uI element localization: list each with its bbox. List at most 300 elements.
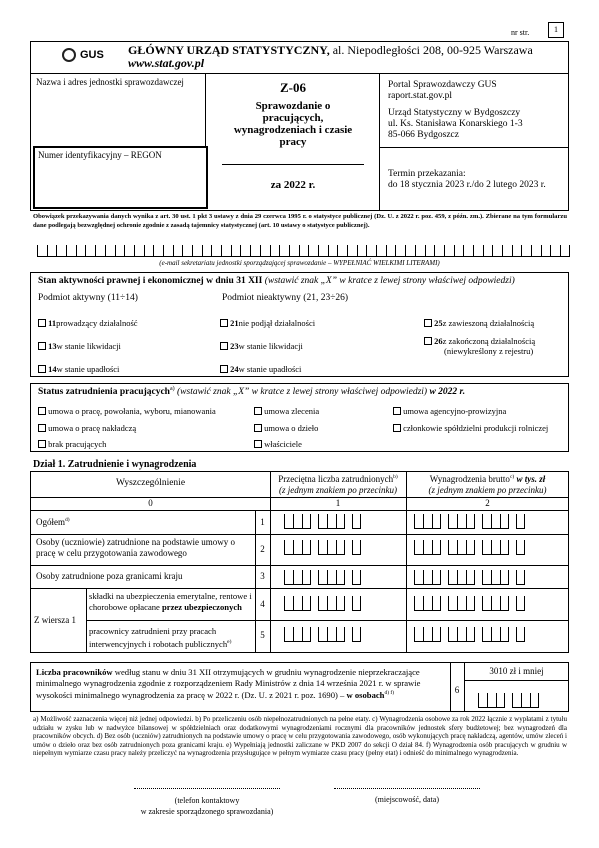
office-name: Urząd Statystyczny w Bydgoszczy — [388, 108, 521, 118]
office-info — [388, 108, 523, 141]
email-char-cell[interactable] — [492, 245, 502, 257]
digit-cell[interactable] — [293, 627, 302, 642]
page-number-value: 1 — [548, 22, 564, 38]
row-4-bold: przez ubezpieczonych — [162, 601, 242, 612]
row-5-sup: e) — [227, 638, 232, 645]
digit-cell[interactable] — [423, 627, 432, 642]
digit-cell[interactable] — [284, 627, 293, 642]
digit-cell[interactable] — [352, 627, 361, 642]
emp-option-6-label: członkowie spółdzielni produkcji rolniczej — [403, 423, 549, 433]
emp-option-7[interactable] — [38, 439, 106, 449]
digit-cell[interactable] — [302, 514, 311, 529]
email-char-cell[interactable] — [240, 245, 250, 257]
option-21-num: 21 — [230, 318, 239, 328]
email-char-cell[interactable] — [454, 245, 464, 257]
email-char-cell[interactable] — [144, 245, 154, 257]
footnotes: a) Możliwość zaznaczenia więcej niż jednej odpowiedzi. b) Po przeliczeniu osób niepełnozatrudnionych na pełne etaty. c) Wynagrodzenia osobowe za rok 2022 łącznie z wypłatami z tytułu udziału w zysku lub w nadwyżce bilansowej w spółdzielniach oraz dodatkowymi wynagrodzeniami rocznymi dla pracowników jednostek sfery budżetowej; bez wynagrodzeń dla pracowników obcych. d) Bez osób (uczniów) zatrudnionych na podstawie umowy o pracę w celu przygotowania zawodowego, osób wykonujących pracę nakładczą, agentów, umów zleceń i umów o dzieło oraz bez osób zatrudnionych poza granicami kraju. e) Wypełniają jednostki zaliczane w PKD 2007 do sekcji O dział 84. f) Wynagrodzenia osób pracujących w grudniu w niepełnym wymiarze czasu pracy należy przeliczyć na wynagrodzenia przysługujące w pełnym wymiarze czasu pracy (pełny etat) i odnieść do minimalnego wynagrodzenia. — [33, 715, 567, 758]
email-char-cell[interactable] — [231, 245, 241, 257]
email-char-cell[interactable] — [502, 245, 512, 257]
option-11-num: 11 — [48, 318, 57, 328]
minwage-col-label: 3010 zł i mniej — [489, 666, 544, 676]
active-heading: Podmiot aktywny (11÷14) — [38, 293, 138, 303]
employment-status-title — [38, 386, 465, 397]
email-char-cell[interactable] — [182, 245, 192, 257]
email-char-cell[interactable] — [124, 245, 134, 257]
row-num-3: 3 — [260, 571, 265, 581]
option-11-label: prowadzący działalność — [56, 318, 138, 328]
regon-label: Numer identyfikacyjny – REGON — [38, 150, 162, 160]
emp-option-7-label: brak pracujących — [48, 439, 107, 449]
digit-cell[interactable] — [318, 627, 327, 642]
col-index-0: 0 — [148, 498, 153, 508]
emp-option-5-label: umowa o dzieło — [264, 423, 319, 433]
digit-cell[interactable] — [318, 514, 327, 529]
digit-cell[interactable] — [414, 570, 423, 585]
email-char-cell[interactable] — [357, 245, 367, 257]
emp-option-3[interactable] — [393, 406, 506, 416]
row-num-2: 2 — [260, 544, 265, 554]
digit-cell[interactable] — [457, 627, 466, 642]
col-index-1: 1 — [335, 498, 341, 508]
col-header-employees — [270, 472, 406, 496]
email-char-cell[interactable] — [366, 245, 376, 257]
email-char-cell[interactable] — [308, 245, 318, 257]
digit-cell[interactable] — [414, 596, 423, 611]
office-street: ul. Ks. Stanisława Konarskiego 1-3 — [388, 119, 523, 129]
emp-option-5[interactable] — [254, 423, 318, 433]
digit-cell[interactable] — [284, 514, 293, 529]
table-hline-4 — [86, 620, 568, 621]
option-14[interactable] — [38, 364, 119, 374]
option-24[interactable] — [220, 364, 301, 374]
row-5-label — [89, 626, 254, 649]
office-city: 85-066 Bydgoszcz — [388, 130, 459, 140]
portal-info — [388, 80, 497, 102]
email-char-cell[interactable] — [56, 245, 66, 257]
employment-year: w 2022 r. — [427, 387, 466, 398]
emp-option-1[interactable] — [38, 406, 216, 416]
email-char-cell[interactable] — [337, 245, 347, 257]
email-char-cell[interactable] — [541, 245, 551, 257]
digit-cell[interactable] — [293, 540, 302, 555]
place-date-caption: (miejscowość, data) — [375, 795, 439, 804]
digit-cell[interactable] — [414, 514, 423, 529]
phone-caption-1: (telefon kontaktowy — [174, 796, 240, 805]
digit-cell[interactable] — [414, 540, 423, 555]
option-26[interactable] — [424, 336, 535, 346]
digit-cell[interactable] — [516, 514, 525, 529]
email-char-cell[interactable] — [483, 245, 493, 257]
email-char-cell[interactable] — [163, 245, 173, 257]
email-char-cell[interactable] — [434, 245, 444, 257]
email-char-cell[interactable] — [279, 245, 289, 257]
digit-cell[interactable] — [457, 514, 466, 529]
emp-checkbox-8[interactable] — [254, 440, 262, 448]
email-char-cell[interactable] — [318, 245, 328, 257]
digit-cell[interactable] — [500, 627, 509, 642]
form-divider — [222, 164, 364, 165]
checkbox-13[interactable] — [38, 342, 46, 350]
option-23[interactable] — [220, 341, 303, 351]
place-date-field[interactable] — [334, 788, 480, 789]
email-char-cell[interactable] — [550, 245, 560, 257]
website: www.stat.gov.pl — [128, 56, 205, 70]
employees-input-row-1[interactable] — [284, 514, 361, 529]
digit-cell[interactable] — [327, 627, 336, 642]
email-char-cell[interactable] — [425, 245, 435, 257]
digit-cell[interactable] — [302, 596, 311, 611]
checkbox-21[interactable] — [220, 319, 228, 327]
emp-checkbox-6[interactable] — [393, 424, 401, 432]
employment-title-text: Status zatrudnienia pracujących — [38, 387, 170, 398]
digit-cell[interactable] — [448, 540, 457, 555]
email-char-cell[interactable] — [463, 245, 473, 257]
digit-cell[interactable] — [352, 540, 361, 555]
digit-cell[interactable] — [500, 540, 509, 555]
email-char-cell[interactable] — [192, 245, 202, 257]
email-char-cell[interactable] — [260, 245, 270, 257]
form-code: Z-06 — [280, 80, 306, 95]
digit-cell[interactable] — [432, 514, 441, 529]
deadline-divider — [380, 147, 568, 148]
col2-label: Wynagrodzenia brutto — [429, 474, 510, 484]
page-number-label: nr str. — [511, 28, 530, 37]
emp-checkbox-5[interactable] — [254, 424, 262, 432]
digit-cell[interactable] — [457, 540, 466, 555]
digit-cell[interactable] — [482, 514, 491, 529]
activity-title-text: Stan aktywności prawnej i ekonomicznej w dniu 31 XII — [38, 276, 263, 286]
email-char-cell[interactable] — [202, 245, 212, 257]
checkbox-23[interactable] — [220, 342, 228, 350]
email-char-cell[interactable] — [47, 245, 57, 257]
digit-cell[interactable] — [284, 596, 293, 611]
digit-cell[interactable] — [293, 596, 302, 611]
row-5-text: pracownicy zatrudnieni przy pracach interwencyjnych i robotach publicznych — [89, 626, 228, 649]
digit-cell[interactable] — [448, 570, 457, 585]
digit-cell[interactable] — [423, 514, 432, 529]
digit-cell[interactable] — [530, 693, 539, 708]
digit-cell[interactable] — [302, 570, 311, 585]
employees-input-row-3[interactable] — [284, 570, 361, 585]
employees-input-row-2[interactable] — [284, 540, 361, 555]
checkbox-26[interactable] — [424, 337, 432, 345]
option-25-num: 25 — [434, 318, 443, 328]
email-char-cell[interactable] — [347, 245, 357, 257]
digit-cell[interactable] — [318, 540, 327, 555]
col2-hint: (z jednym znakiem po przecinku) — [428, 485, 547, 495]
digit-cell[interactable] — [466, 514, 475, 529]
digit-cell[interactable] — [293, 514, 302, 529]
portal-name: Portal Sprawozdawczy GUS — [388, 80, 497, 90]
section1-title: Dział 1. Zatrudnienie i wynagrodzenia — [33, 459, 197, 470]
digit-cell[interactable] — [448, 596, 457, 611]
digit-cell[interactable] — [432, 570, 441, 585]
email-char-cell[interactable] — [115, 245, 125, 257]
col1-hint: (z jednym znakiem po przecinku) — [279, 485, 397, 495]
col1-sup: b) — [393, 474, 398, 480]
option-23-label: w stanie likwidacji — [238, 341, 303, 351]
col-index-2: 2 — [485, 498, 490, 508]
email-char-cell[interactable] — [444, 245, 454, 257]
digit-cell[interactable] — [516, 627, 525, 642]
inactive-heading: Podmiot nieaktywny (21, 23÷26) — [222, 293, 349, 303]
email-char-cell[interactable] — [521, 245, 531, 257]
table-hline-2 — [31, 565, 568, 566]
wages-input-row-1[interactable] — [414, 514, 525, 529]
digit-cell[interactable] — [491, 596, 500, 611]
col-header-description: Wyszczególnienie — [115, 478, 186, 488]
digit-cell[interactable] — [293, 570, 302, 585]
deadline-label: Termin przekazania: — [388, 169, 466, 179]
digit-cell[interactable] — [336, 570, 345, 585]
digit-cell[interactable] — [327, 570, 336, 585]
emp-option-4-label: umowa o pracę nakładczą — [48, 423, 137, 433]
email-char-cell[interactable] — [95, 245, 105, 257]
wages-input-row-4[interactable] — [414, 596, 525, 611]
employment-hint: (wstawić znak „X” w kratce z lewej strony właściwej odpowiedzi) — [174, 387, 428, 398]
email-char-cell[interactable] — [299, 245, 309, 257]
form-period: za 2022 r. — [270, 179, 316, 191]
digit-cell[interactable] — [414, 627, 423, 642]
option-25[interactable] — [424, 318, 534, 328]
email-char-cell[interactable] — [211, 245, 221, 257]
row-1-label — [36, 517, 70, 527]
digit-cell[interactable] — [432, 596, 441, 611]
email-char-cell[interactable] — [250, 245, 260, 257]
option-26-label: z zakończoną działalnością — [442, 336, 536, 346]
email-char-cell[interactable] — [173, 245, 183, 257]
digit-cell[interactable] — [482, 596, 491, 611]
option-14-num: 14 — [48, 364, 57, 374]
digit-cell[interactable] — [423, 596, 432, 611]
emp-option-2[interactable] — [254, 406, 319, 416]
email-char-cell[interactable] — [37, 245, 47, 257]
emp-checkbox-2[interactable] — [254, 407, 262, 415]
checkbox-14[interactable] — [38, 365, 46, 373]
option-26-num: 26 — [434, 336, 443, 346]
option-21-label: nie podjął działalności — [238, 318, 316, 328]
digit-cell[interactable] — [521, 693, 530, 708]
row-num-1: 1 — [260, 517, 265, 527]
emp-option-2-label: umowa zlecenia — [264, 406, 320, 416]
digit-cell[interactable] — [352, 570, 361, 585]
digit-cell[interactable] — [432, 627, 441, 642]
digit-cell[interactable] — [516, 596, 525, 611]
name-address-label: Nazwa i adres jednostki sprawozdawczej — [36, 77, 184, 87]
digit-cell[interactable] — [284, 570, 293, 585]
option-13-label: w stanie likwidacji — [56, 341, 121, 351]
row-1-sup: d) — [65, 517, 70, 523]
digit-cell[interactable] — [327, 514, 336, 529]
institution-name: GŁÓWNY URZĄD STATYSTYCZNY, — [128, 43, 330, 57]
email-char-cell[interactable] — [76, 245, 86, 257]
digit-cell[interactable] — [336, 596, 345, 611]
digit-cell[interactable] — [478, 693, 487, 708]
digit-cell[interactable] — [500, 596, 509, 611]
minwage-bold: Liczba pracowników — [36, 667, 113, 677]
digit-cell[interactable] — [457, 596, 466, 611]
digit-cell[interactable] — [512, 693, 521, 708]
digit-cell[interactable] — [327, 596, 336, 611]
legal-note: Obowiązek przekazywania danych wynika z art. 30 ust. 1 pkt 3 ustawy z dnia 29 czerwca 1995 r. o statystyce publicznej (Dz. U. z 2022 r. poz. 459, z późn. zm.). Zbierane na tym formularzu dane podlegają bezwzględnej ochronie zgodnie z zasadą tajemnicy statystycznej (art. 10 ustawy o statystyce publicznej). — [33, 213, 567, 229]
gus-logo-icon — [62, 48, 76, 62]
emp-checkbox-4[interactable] — [38, 424, 46, 432]
email-char-cell[interactable] — [376, 245, 386, 257]
email-char-cell[interactable] — [221, 245, 231, 257]
deadline-value: do 18 stycznia 2023 r./do 2 lutego 2023 r. — [388, 180, 546, 190]
email-char-cell[interactable] — [560, 245, 570, 257]
email-char-cell[interactable] — [405, 245, 415, 257]
option-26-sub: (niewykreślony z rejestru) — [444, 346, 534, 356]
digit-cell[interactable] — [500, 570, 509, 585]
row-2-label: Osoby (uczniowie) zatrudnione na podstawie umowy o pracę w celu przygotowania zawodowego — [36, 537, 235, 558]
email-char-cell[interactable] — [395, 245, 405, 257]
digit-cell[interactable] — [516, 540, 525, 555]
phone-caption-2: w zakresie sporządzonego sprawozdania) — [140, 807, 274, 816]
row-3-label: Osoby zatrudnione poza granicami kraju — [36, 571, 183, 581]
email-caption: (e-mail sekretariatu jednostki sporządzającej sprawozdanie – WYPEŁNIAĆ WIELKIMI LITERAMI) — [159, 259, 440, 267]
digit-cell[interactable] — [500, 514, 509, 529]
deadline-info — [388, 169, 546, 191]
wages-input-row-2[interactable] — [414, 540, 525, 555]
minwage-text — [36, 667, 448, 700]
email-char-cell[interactable] — [134, 245, 144, 257]
emp-option-1-label: umowa o pracę, powołania, wyboru, mianowania — [48, 406, 216, 416]
digit-cell[interactable] — [457, 570, 466, 585]
row-num-5: 5 — [260, 630, 265, 640]
emp-option-8-label: właściciele — [264, 439, 302, 449]
portal-url[interactable]: raport.stat.gov.pl — [388, 91, 453, 101]
digit-cell[interactable] — [336, 627, 345, 642]
digit-cell[interactable] — [482, 540, 491, 555]
option-13-num: 13 — [48, 341, 57, 351]
digit-cell[interactable] — [336, 540, 345, 555]
emp-checkbox-1[interactable] — [38, 407, 46, 415]
email-char-cell[interactable] — [289, 245, 299, 257]
email-char-cell[interactable] — [105, 245, 115, 257]
digit-cell[interactable] — [448, 627, 457, 642]
digit-cell[interactable] — [491, 627, 500, 642]
employees-input-row-5[interactable] — [284, 627, 361, 642]
col-header-wages — [406, 472, 569, 496]
phone-field[interactable] — [134, 788, 280, 789]
gus-logo-text: GUS — [80, 49, 104, 61]
email-input[interactable] — [37, 245, 570, 257]
digit-cell[interactable] — [466, 540, 475, 555]
phone-caption — [124, 795, 290, 817]
wages-input-row-3[interactable] — [414, 570, 525, 585]
email-char-cell[interactable] — [328, 245, 338, 257]
minwage-row-num: 6 — [454, 685, 460, 695]
table-hline-3 — [31, 588, 568, 589]
digit-cell[interactable] — [352, 596, 361, 611]
emp-checkbox-7[interactable] — [38, 440, 46, 448]
form-title: Sprawozdanie o pracujących, wynagrodzeniach i czasie pracy — [233, 100, 353, 148]
option-23-num: 23 — [230, 341, 239, 351]
email-char-cell[interactable] — [512, 245, 522, 257]
minwage-hline — [464, 680, 568, 681]
email-char-cell[interactable] — [153, 245, 163, 257]
option-11[interactable] — [38, 318, 138, 328]
checkbox-11[interactable] — [38, 319, 46, 327]
digit-cell[interactable] — [318, 596, 327, 611]
employment-sup: a) — [169, 386, 175, 392]
checkbox-25[interactable] — [424, 319, 432, 327]
digit-cell[interactable] — [487, 693, 496, 708]
table-hline-1 — [31, 534, 568, 535]
email-char-cell[interactable] — [85, 245, 95, 257]
digit-cell[interactable] — [423, 540, 432, 555]
email-char-cell[interactable] — [415, 245, 425, 257]
col2-sup: c) — [509, 474, 515, 480]
digit-cell[interactable] — [466, 570, 475, 585]
digit-cell[interactable] — [284, 540, 293, 555]
table-hline-idx — [31, 510, 568, 511]
minwage-sup: d) f) — [384, 690, 395, 696]
option-14-label: w stanie upadłości — [56, 364, 120, 374]
email-char-cell[interactable] — [66, 245, 76, 257]
minwage-end: w osobach — [346, 689, 385, 700]
digit-cell[interactable] — [516, 570, 525, 585]
digit-cell[interactable] — [336, 514, 345, 529]
digit-cell[interactable] — [491, 514, 500, 529]
emp-option-3-label: umowa agencyjno-prowizyjna — [403, 406, 507, 416]
digit-cell[interactable] — [318, 570, 327, 585]
email-char-cell[interactable] — [531, 245, 541, 257]
row-num-4: 4 — [260, 599, 265, 609]
emp-option-4[interactable] — [38, 423, 136, 433]
digit-cell[interactable] — [491, 540, 500, 555]
emp-checkbox-3[interactable] — [393, 407, 401, 415]
emp-option-6[interactable] — [393, 423, 548, 433]
activity-hint: (wstawić znak „X” w kratce z lewej strony właściwej odpowiedzi) — [262, 276, 515, 286]
digit-cell[interactable] — [302, 540, 311, 555]
minwage-input[interactable] — [478, 693, 539, 708]
option-13[interactable] — [38, 341, 121, 351]
option-24-num: 24 — [230, 364, 239, 374]
col2-unit: w tys. zł — [514, 474, 546, 484]
email-char-cell[interactable] — [270, 245, 280, 257]
digit-cell[interactable] — [482, 570, 491, 585]
digit-cell[interactable] — [352, 514, 361, 529]
digit-cell[interactable] — [496, 693, 505, 708]
email-char-cell[interactable] — [473, 245, 483, 257]
digit-cell[interactable] — [491, 570, 500, 585]
option-21[interactable] — [220, 318, 315, 328]
option-25-label: z zawieszoną działalnością — [442, 318, 535, 328]
digit-cell[interactable] — [466, 627, 475, 642]
emp-option-8[interactable] — [254, 439, 302, 449]
minwage-body: według stanu w dniu 31 XII otrzymujących w grudniu wynagrodzenie nieprzekraczające minimalnego wynagrodzenia zgodnie z rozporządzeniem Rady Ministrów z dnia 14 września 2021 r. w sprawie wysokości minimalnego wynagrodzenia za pracę w 2022 r. (Dz. U. z 2021 r. poz. 1690) – — [36, 667, 421, 700]
digit-cell[interactable] — [327, 540, 336, 555]
wages-input-row-5[interactable] — [414, 627, 525, 642]
row-4-text: składki na ubezpieczenia emerytalne, rentowe i chorobowe opłacane — [89, 591, 252, 612]
digit-cell[interactable] — [448, 514, 457, 529]
col1-label: Przeciętna liczba zatrudnionych — [278, 474, 394, 484]
row-group-label: Z wiersza 1 — [34, 615, 76, 625]
digit-cell[interactable] — [482, 627, 491, 642]
digit-cell[interactable] — [302, 627, 311, 642]
checkbox-24[interactable] — [220, 365, 228, 373]
digit-cell[interactable] — [432, 540, 441, 555]
row-1-text: Ogółem — [36, 517, 65, 527]
digit-cell[interactable] — [423, 570, 432, 585]
digit-cell[interactable] — [466, 596, 475, 611]
email-char-cell[interactable] — [386, 245, 396, 257]
activity-status-title — [38, 276, 515, 286]
institution-address: al. Niepodległości 208, 00-925 Warszawa — [329, 43, 533, 57]
employees-input-row-4[interactable] — [284, 596, 361, 611]
